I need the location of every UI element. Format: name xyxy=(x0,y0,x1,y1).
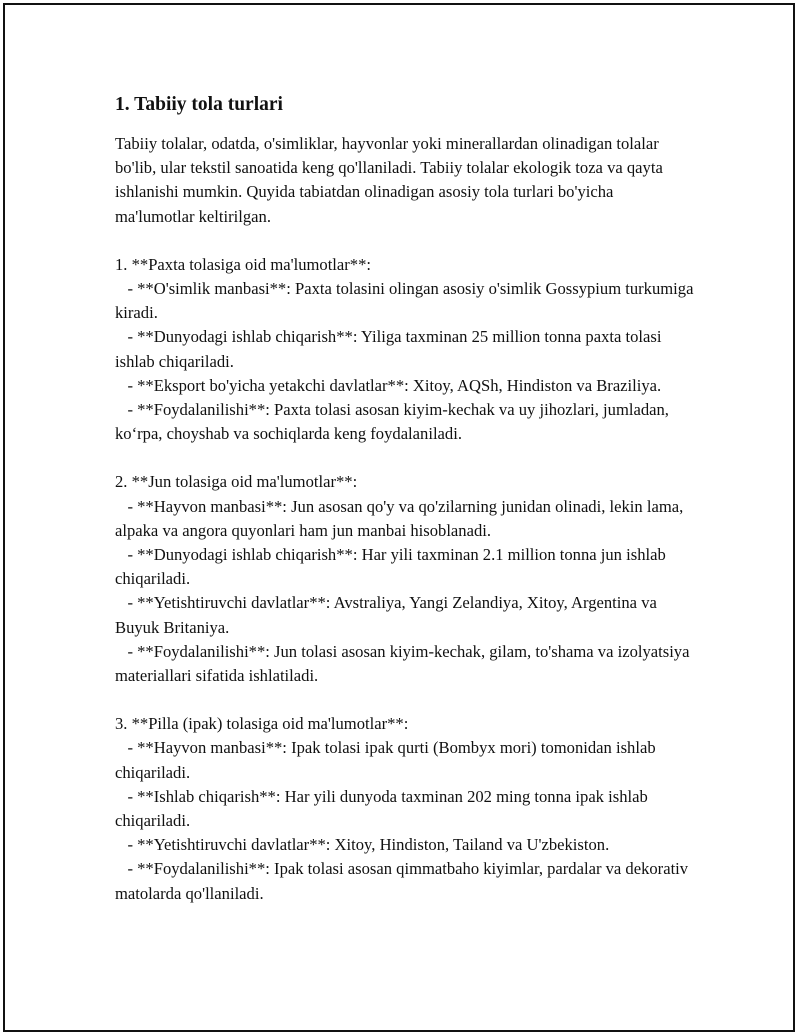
document-title: 1. Tabiiy tola turlari xyxy=(115,94,283,115)
item-text: Har yili taxminan 2.1 million tonna jun ishlab chiqariladi. xyxy=(115,545,670,589)
list-item xyxy=(115,398,695,446)
list-item xyxy=(115,640,695,688)
item-label: - **Ishlab chiqarish**: xyxy=(115,786,281,806)
section-silk xyxy=(115,712,695,906)
list-item xyxy=(115,325,695,373)
item-text: Har yili dunyoda taxminan 202 ming tonna ipak ishlab chiqariladi. xyxy=(115,786,652,831)
item-label: - **Hayvon manbasi**: xyxy=(115,738,287,758)
list-item xyxy=(115,857,695,905)
list-item xyxy=(115,374,695,398)
list-item xyxy=(115,736,695,784)
item-text: Paxta tolasini olingan asosiy o'simlik Gossypium turkumiga kiradi. xyxy=(115,279,698,323)
section-heading: 2. **Jun tolasiga oid ma'lumotlar**: xyxy=(115,472,358,492)
item-text: Ipak tolasi asosan qimmatbaho kiyimlar, pardalar va dekorativ matolarda qo'llaniladi. xyxy=(115,859,693,903)
intro-paragraph: Tabiiy tolalar, odatda, o'simliklar, hayvonlar yoki minerallardan olinadigan tolalar bo'lib, ular tekstil sanoatida keng qo'llaniladi. Tabiiy tolalar ekologik toza va qayta ishlanishi mumkin. Quyida tabiatdan olinadigan asosiy tola turlari bo'yicha ma'lumotlar keltirilgan. xyxy=(115,134,663,226)
item-text: Jun tolasi asosan kiyim-kechak, gilam, to'shama va izolyatsiya materiallari sifatida ishlatiladi. xyxy=(115,641,694,686)
list-item xyxy=(115,543,695,591)
item-text: Paxta tolasi asosan kiyim-kechak va uy jihozlari, jumladan, ko‘rpa, choyshab va sochiqlarda keng foydalaniladi. xyxy=(115,400,674,444)
item-text: Jun asosan qo'y va qo'zilarning junidan olinadi, lekin lama, alpaka va angora quyonlari ham jun manbai hisoblanadi. xyxy=(115,496,688,540)
item-text: Xitoy, AQSh, Hindiston va Braziliya. xyxy=(408,375,662,395)
item-text: Avstraliya, Yangi Zelandiya, Xitoy, Argentina va Buyuk Britaniya. xyxy=(115,593,662,637)
item-label: - **Dunyodagi ishlab chiqarish**: xyxy=(115,327,358,347)
item-label: - **Hayvon manbasi**: xyxy=(115,496,287,516)
section-heading: 1. **Paxta tolasiga oid ma'lumotlar**: xyxy=(115,254,372,274)
document-body xyxy=(115,92,698,930)
section-wool xyxy=(115,470,695,688)
list-item xyxy=(115,785,695,833)
item-label: - **Foydalanilishi**: xyxy=(115,641,270,661)
list-item xyxy=(115,591,695,639)
item-label: - **Dunyodagi ishlab chiqarish**: xyxy=(115,545,358,565)
item-text: Yiliga taxminan 25 million tonna paxta tolasi ishlab chiqariladi. xyxy=(115,327,666,371)
list-item xyxy=(115,495,695,543)
item-text: Ipak tolasi ipak qurti (Bombyx mori) tomonidan ishlab chiqariladi. xyxy=(115,738,660,782)
list-item xyxy=(115,833,695,857)
item-label: - **Foydalanilishi**: xyxy=(115,400,270,420)
item-label: - **Eksport bo'yicha yetakchi davlatlar**: xyxy=(115,375,409,395)
item-label: - **Yetishtiruvchi davlatlar**: xyxy=(115,835,331,855)
item-text: Xitoy, Hindiston, Tailand va U'zbekiston. xyxy=(330,835,610,855)
list-item xyxy=(115,277,698,325)
item-label: - **Foydalanilishi**: xyxy=(115,859,270,879)
item-label: - **O'simlik manbasi**: xyxy=(115,279,291,299)
section-heading: 3. **Pilla (ipak) tolasiga oid ma'lumotlar**: xyxy=(115,714,409,734)
item-label: - **Yetishtiruvchi davlatlar**: xyxy=(115,593,331,613)
section-cotton xyxy=(115,253,698,447)
